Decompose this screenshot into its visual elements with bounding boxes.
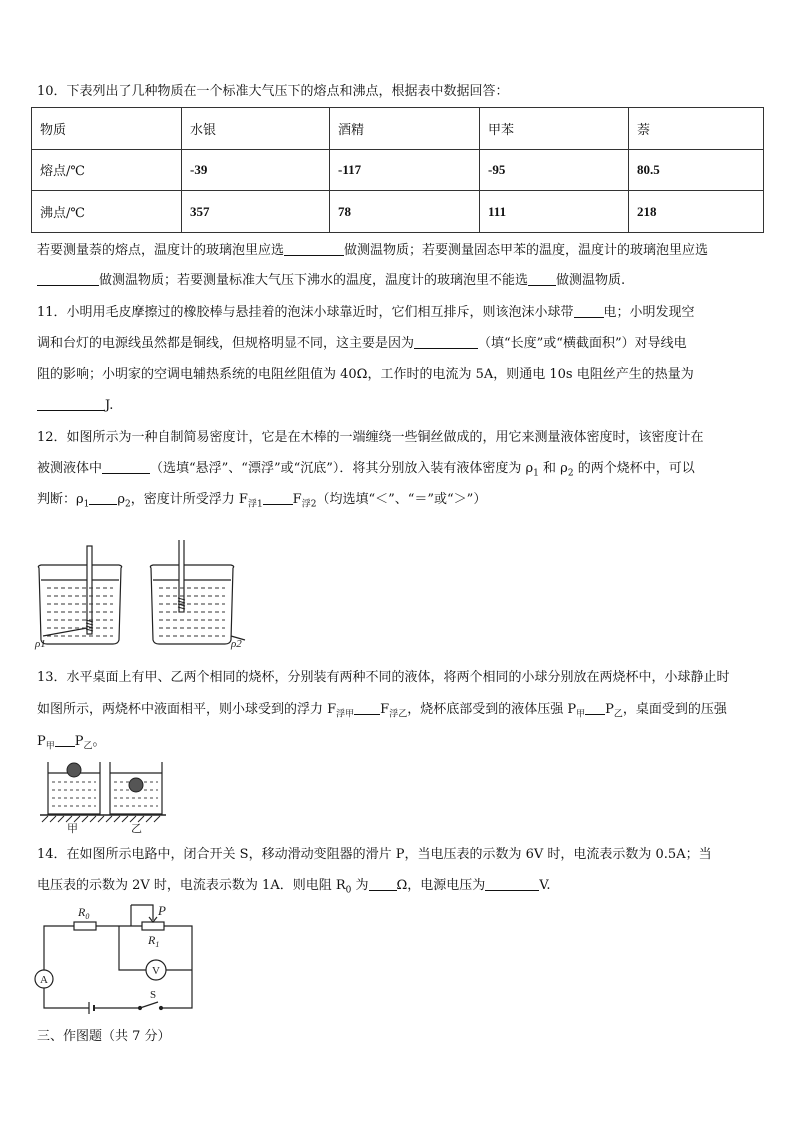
subscript: 浮2 — [301, 499, 317, 510]
q12-line1: 12．如图所示为一种自制简易密度计，它是在木棒的一端缠绕一些铜丝做成的，用它来测量液体密度时，该密度计在 — [37, 430, 704, 445]
q12-line3-text-a: 判断：ρ — [37, 492, 84, 507]
ammeter-label: A — [40, 974, 48, 986]
table-header-cell: 水银 — [182, 108, 330, 150]
q13-line2-text-b: F — [380, 702, 390, 717]
q10-line1 — [37, 242, 708, 260]
table-header-cell: 酒精 — [330, 108, 480, 150]
two-beakers-figure — [38, 760, 168, 839]
table-cell: -39 — [182, 149, 330, 191]
beaker-b-label: 乙 — [131, 823, 142, 835]
subscript: 浮乙 — [389, 709, 408, 720]
hydrometer-figure — [33, 540, 248, 654]
table-row — [32, 191, 764, 233]
table-cell: 80.5 — [629, 149, 764, 191]
ball-a — [67, 763, 81, 777]
q13-line3-text-a: P — [37, 734, 46, 749]
switch-label: S — [150, 989, 157, 1001]
section-3-heading: 三、作图题（共 7 分） — [37, 1029, 171, 1044]
q10-intro: 10．下表列出了几种物质在一个标准大气压下的熔点和沸点，根据表中数据回答： — [37, 84, 509, 99]
subscript: 甲 — [45, 741, 55, 752]
q12-line3-text-c: ，密度计所受浮力 F — [130, 492, 248, 507]
subscript: 2 — [125, 499, 131, 510]
q12-line2-text-c: 和 ρ — [538, 461, 568, 476]
answer-blank[interactable] — [354, 701, 380, 715]
subscript: 甲 — [576, 709, 586, 720]
table-row — [32, 149, 764, 191]
q13-line1: 13．水平桌面上有甲、乙两个相同的烧杯，分别装有两种不同的液体，将两个相同的小球分别放在两烧杯中，小球静止时 — [37, 670, 730, 685]
q11-line4-text: J. — [105, 398, 114, 413]
answer-blank[interactable] — [369, 877, 397, 891]
subscript: 浮1 — [247, 499, 263, 510]
rho2-label: ρ2 — [231, 638, 242, 650]
q13-line3-text-b: P — [74, 734, 84, 749]
answer-blank[interactable] — [102, 460, 150, 474]
q11-line2-text-b: （填“长度”或“横截面积”）对导线电 — [478, 336, 687, 351]
q13-line2-text-a: 如图所示，两烧杯中液面相平，则小球受到的浮力 F — [37, 702, 337, 717]
q10-line2-text-b: 做测温物质. — [556, 273, 626, 288]
q11-line4 — [37, 397, 113, 415]
answer-blank[interactable] — [574, 304, 604, 318]
table-cell: 357 — [182, 191, 330, 233]
q13-line2 — [37, 701, 727, 724]
q14-line2-text-b: 为 — [351, 878, 369, 893]
answer-blank[interactable] — [528, 272, 556, 286]
answer-blank[interactable] — [37, 272, 99, 286]
liquid-dashes — [47, 588, 225, 636]
answer-blank[interactable] — [485, 877, 539, 891]
q10-line2 — [37, 272, 625, 290]
table-row — [32, 108, 764, 150]
beaker-a-label: 甲 — [67, 823, 78, 835]
slider-p-label: P — [158, 903, 166, 918]
q12-line2 — [37, 460, 695, 483]
q10-line1-text-a: 若要测量萘的熔点，温度计的玻璃泡里应选 — [37, 243, 285, 258]
table-cell: -95 — [480, 149, 629, 191]
answer-blank[interactable] — [55, 733, 75, 747]
answer-blank[interactable] — [263, 491, 293, 505]
table-header-cell: 萘 — [629, 108, 764, 150]
q11-line3: 阻的影响；小明家的空调电辅热系统的电阻丝阻值为 40Ω，工作时的电流为 5A，则通电 10s 电阻丝产生的热量为 — [37, 367, 694, 382]
q13-line3-text-c: 。 — [92, 734, 106, 749]
answer-blank[interactable] — [89, 491, 117, 505]
q12-line2-text-d: 的两个烧杯中，可以 — [573, 461, 695, 476]
table-row-label: 沸点/℃ — [32, 191, 182, 233]
q12-line2-text-b: （选填“悬浮”、“漂浮”或“沉底”）．将其分别放入装有液体密度为 ρ — [150, 461, 534, 476]
subscript: 乙 — [83, 741, 93, 752]
q11-line2 — [37, 335, 687, 353]
q14-line2-text-c: Ω，电源电压为 — [396, 878, 486, 893]
table-cell: 111 — [480, 191, 629, 233]
rho1-label: ρ1 — [35, 638, 46, 650]
subscript: 乙 — [613, 709, 623, 720]
q11-line1 — [37, 304, 695, 322]
subscript: 0 — [345, 885, 352, 896]
q13-line3 — [37, 733, 106, 756]
table-cell: -117 — [330, 149, 480, 191]
q13-line2-text-d: P — [605, 702, 614, 717]
q11-line1-text-a: 11．小明用毛皮摩擦过的橡胶棒与悬挂着的泡沫小球靠近时，它们相互排斥，则该泡沫小球带 — [37, 305, 574, 320]
r1-label: $R_1$ — [148, 933, 160, 949]
q14-line2-text-d: V. — [539, 878, 551, 893]
q11-line2-text-a: 调和台灯的电源线虽然都是铜线，但规格明显不同，这主要是因为 — [37, 336, 415, 351]
q13-line2-text-c: ，烧杯底部受到的液体压强 P — [407, 702, 577, 717]
q12-line3 — [37, 491, 486, 514]
table-cell: 218 — [629, 191, 764, 233]
answer-blank[interactable] — [284, 242, 344, 256]
q14-line1: 14．在如图所示电路中，闭合开关 S，移动滑动变阻器的滑片 P，当电压表的示数为 6V 时，电流表示数为 0.5A；当 — [37, 847, 712, 862]
table-header-cell: 物质 — [32, 108, 182, 150]
q12-line3-text-e: （均选填“＜”、“＝”或“＞”） — [316, 492, 487, 507]
q10-line2-text-a: 做测温物质；若要测量标准大气压下沸水的温度，温度计的玻璃泡里不能选 — [99, 273, 529, 288]
q11-line1-text-b: 电；小明发现空 — [603, 305, 695, 320]
answer-blank[interactable] — [414, 335, 478, 349]
voltmeter-label: V — [152, 965, 160, 977]
melting-boiling-table — [31, 107, 764, 233]
q14-line2-text-a: 电压表的示数为 2V 时，电流表示数为 1A．则电阻 R — [37, 878, 346, 893]
subscript: 浮甲 — [336, 709, 355, 720]
q12-line3-text-d: F — [292, 492, 302, 507]
answer-blank[interactable] — [37, 397, 105, 411]
subscript: 1 — [533, 468, 539, 479]
q12-line2-text-a: 被测液体中 — [37, 461, 103, 476]
answer-blank[interactable] — [585, 701, 605, 715]
q14-line2 — [37, 877, 551, 900]
q13-line2-text-e: ，桌面受到的压强 — [622, 702, 727, 717]
subscript: 2 — [567, 468, 574, 479]
table-header-cell: 甲苯 — [480, 108, 629, 150]
ball-b — [129, 778, 143, 792]
r0-label: $R_0$ — [78, 905, 90, 921]
q12-line3-text-b: ρ — [117, 492, 126, 507]
table-row-label: 熔点/℃ — [32, 149, 182, 191]
q10-line1-text-b: 做测温物质；若要测量固态甲苯的温度，温度计的玻璃泡里应选 — [344, 243, 709, 258]
table-cell: 78 — [330, 191, 480, 233]
subscript: 1 — [83, 499, 90, 510]
circuit-figure — [34, 900, 204, 1024]
